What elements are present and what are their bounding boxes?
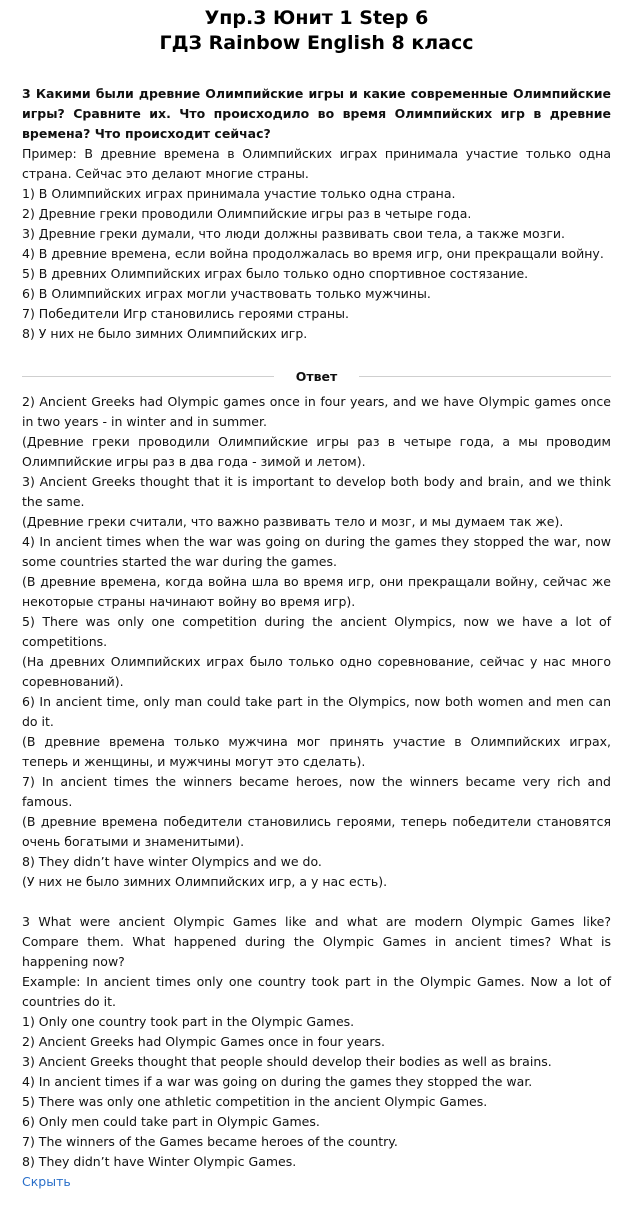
task-item: 3) Древние греки думали, что люди должны развивать свои тела, а также мозги. <box>22 226 566 241</box>
task-item: 6) В Олимпийских играх могли участвовать только мужчины. <box>22 286 431 301</box>
task-example: Пример: В древние времена в Олимпийских играх принимала участие только одна страна. Сейчас это делают многие страны. <box>22 146 611 181</box>
answer-label: Ответ <box>295 368 338 384</box>
answer-line: (У них не было зимних Олимпийских игр, а у нас есть). <box>22 874 388 889</box>
task-item: 1) В Олимпийских играх принимала участие только одна страна. <box>22 186 456 201</box>
answer-line: 8) They didn’t have winter Olympics and we do. <box>22 854 322 869</box>
answer-line: (Древние греки проводили Олимпийские игры раз в четыре года, а мы проводим Олимпийские игры раз в два года - зимой и летом). <box>22 434 611 469</box>
title-line-2: ГДЗ Rainbow English 8 класс <box>159 32 474 54</box>
english-item: 2) Ancient Greeks had Olympic Games once in four years. <box>22 1034 386 1049</box>
task-item: 2) Древние греки проводили Олимпийские игры раз в четыре года. <box>22 206 472 221</box>
english-example: Example: In ancient times only one country took part in the Olympic Games. Now a lot of countries do it. <box>22 974 611 1009</box>
answer-line: (Древние греки считали, что важно развивать тело и мозг, и мы думаем так же). <box>22 514 564 529</box>
task-question: 3 Какими были древние Олимпийские игры и какие современные Олимпийские игры? Сравните их. Что происходило во время Олимпийских игр в древние времена? Что происходит сейчас? <box>22 86 611 141</box>
answer-line: (В древние времена, когда война шла во время игр, они прекращали войну, сейчас же некоторые страны начинают войну во время игр). <box>22 574 611 609</box>
english-item: 8) They didn’t have Winter Olympic Games. <box>22 1154 297 1169</box>
answer-line: 4) In ancient times when the war was going on during the games they stopped the war, now some countries started the war during the games. <box>22 534 611 569</box>
answer-line: 3) Ancient Greeks thought that it is important to develop both body and brain, and we think the same. <box>22 474 611 509</box>
english-item: 4) In ancient times if a war was going on during the games they stopped the war. <box>22 1074 533 1089</box>
page-title <box>22 6 611 56</box>
english-item: 7) The winners of the Games became heroes of the country. <box>22 1134 398 1149</box>
task-item: 5) В древних Олимпийских играх было только одно спортивное состязание. <box>22 266 529 281</box>
english-item: 5) There was only one athletic competition in the ancient Olympic Games. <box>22 1094 488 1109</box>
page <box>0 6 635 1192</box>
answer-line: (На древних Олимпийских играх было только одно соревнование, сейчас у нас много соревнований). <box>22 654 611 689</box>
task-item: 7) Победители Игр становились героями страны. <box>22 306 350 321</box>
divider-rule-right <box>359 376 611 377</box>
task-russian <box>22 84 611 344</box>
answer-divider <box>22 366 611 386</box>
title-line-1: Упр.3 Юнит 1 Step 6 <box>204 7 429 29</box>
divider-rule-left <box>22 376 274 377</box>
english-item: 3) Ancient Greeks thought that people should develop their bodies as well as brains. <box>22 1054 552 1069</box>
task-english <box>22 912 611 1192</box>
answer-line: 7) In ancient times the winners became heroes, now the winners became very rich and famous. <box>22 774 611 809</box>
answer-line: 2) Ancient Greeks had Olympic games once in four years, and we have Olympic games once in two years - in winter and in summer. <box>22 394 611 429</box>
english-question: 3 What were ancient Olympic Games like and what are modern Olympic Games like? Compare them. What happened during the Olympic Games in ancient times? What is happening now? <box>22 914 611 969</box>
english-item: 6) Only men could take part in Olympic Games. <box>22 1114 320 1129</box>
task-item: 8) У них не было зимних Олимпийских игр. <box>22 326 308 341</box>
answer-line: 5) There was only one competition during the ancient Olympics, now we have a lot of competitions. <box>22 614 611 649</box>
answer-line: (В древние времена победители становились героями, теперь победители становятся очень богатыми и знаменитыми). <box>22 814 611 849</box>
hide-link[interactable]: Скрыть <box>22 1174 71 1189</box>
answer-line: 6) In ancient time, only man could take part in the Olympics, now both women and men can do it. <box>22 694 611 729</box>
answer-list <box>22 392 611 892</box>
answer-line: (В древние времена только мужчина мог принять участие в Олимпийских играх, теперь и женщины, и мужчины могут это сделать). <box>22 734 611 769</box>
task-item: 4) В древние времена, если война продолжалась во время игр, они прекращали войну. <box>22 246 604 261</box>
english-item: 1) Only one country took part in the Olympic Games. <box>22 1014 355 1029</box>
